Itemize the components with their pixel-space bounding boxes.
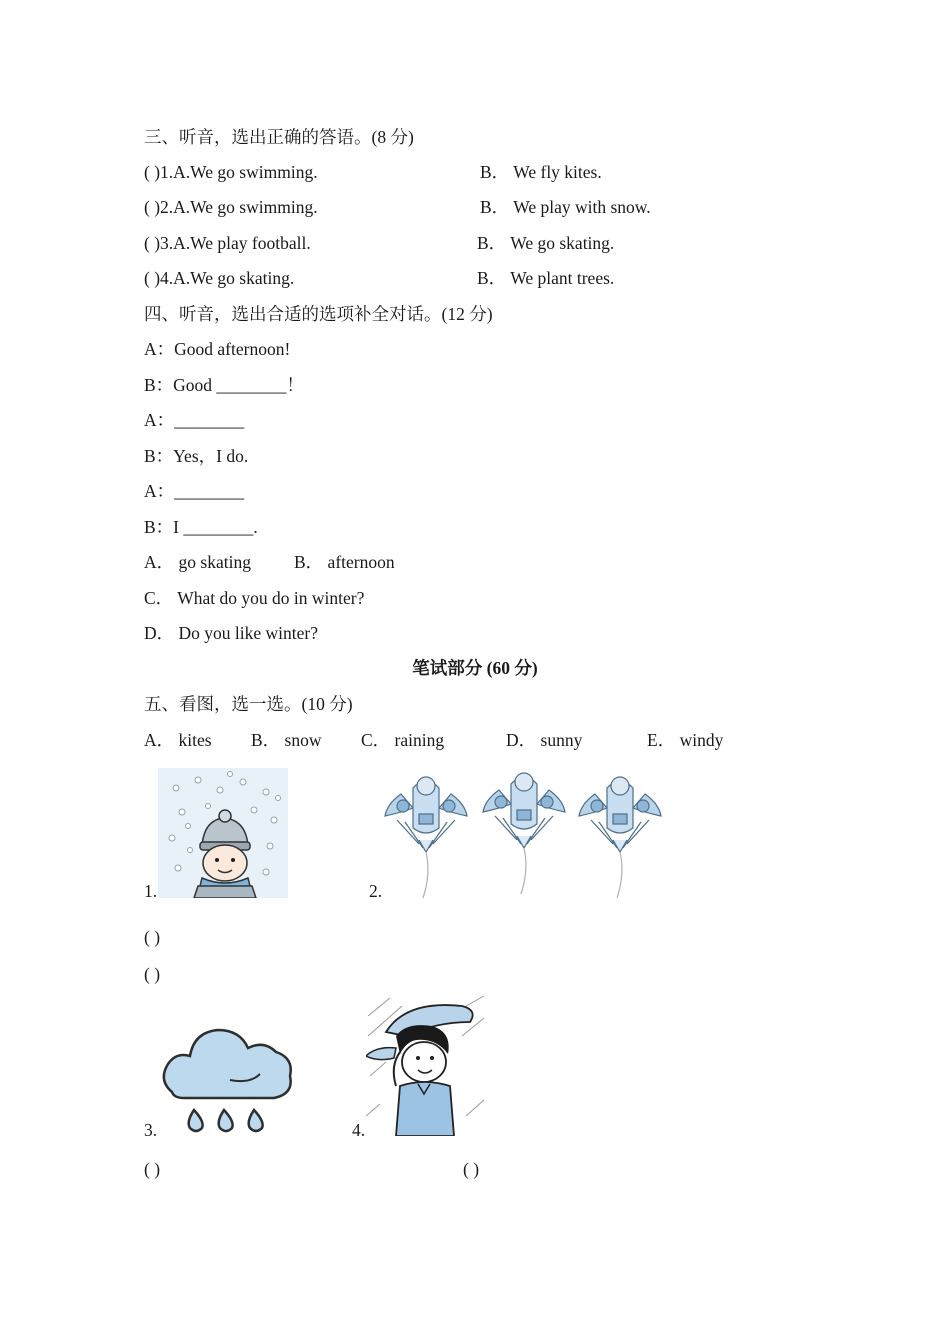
answer-bracket-4[interactable]: ( ) [463,1159,480,1179]
choice-e: E． windy [647,730,724,750]
question-3-option-b: B． We go skating. [477,233,615,253]
dialogue-line: B：I ________. [144,517,258,537]
section4-heading: 四、听音，选出合适的选项补全对话。(12 分) [144,304,493,324]
choice-d: D． sunny [506,730,583,750]
picture-2-number: 2. [369,881,383,901]
picture-1-number: 1. [144,881,158,901]
question-3-stem: ( )3.A.We play football. [144,233,311,253]
dialogue-line: B：Yes，I do. [144,446,249,466]
written-part-title: 笔试部分 (60 分) [412,658,538,678]
dialogue-line: B：Good ________！ [144,375,304,395]
dialogue-line: A：Good afternoon! [144,339,291,359]
question-1-option-b: B． We fly kites. [480,162,602,182]
question-4-option-b: B． We plant trees. [477,268,615,288]
dialogue-line: A：________ [144,410,245,430]
kites-icon [383,764,669,898]
answer-bracket-3[interactable]: ( ) [144,1159,161,1179]
question-1-stem: ( )1.A.We go swimming. [144,162,318,182]
choice-c: C． raining [361,730,445,750]
dialogue-line: A：________ [144,481,245,501]
section3-heading: 三、听音，选出正确的答语。(8 分) [144,127,414,147]
windy-girl-icon [366,996,486,1136]
rain-cloud-icon [158,1018,296,1136]
option-d: D． Do you like winter? [144,623,318,643]
picture-4-number: 4. [352,1120,366,1140]
snowing-child-icon [158,768,288,898]
question-2-stem: ( )2.A.We go swimming. [144,197,318,217]
answer-bracket-2[interactable]: ( ) [144,964,161,984]
option-a: A． go skating [144,552,251,572]
picture-3-number: 3. [144,1120,158,1140]
answer-bracket-1[interactable]: ( ) [144,927,161,947]
choice-a: A． kites [144,730,212,750]
question-2-option-b: B． We play with snow. [480,197,651,217]
section5-heading: 五、看图，选一选。(10 分) [144,694,353,714]
question-4-stem: ( )4.A.We go skating. [144,268,295,288]
option-b: B． afternoon [294,552,395,572]
choice-b: B． snow [251,730,322,750]
option-c: C． What do you do in winter? [144,588,365,608]
